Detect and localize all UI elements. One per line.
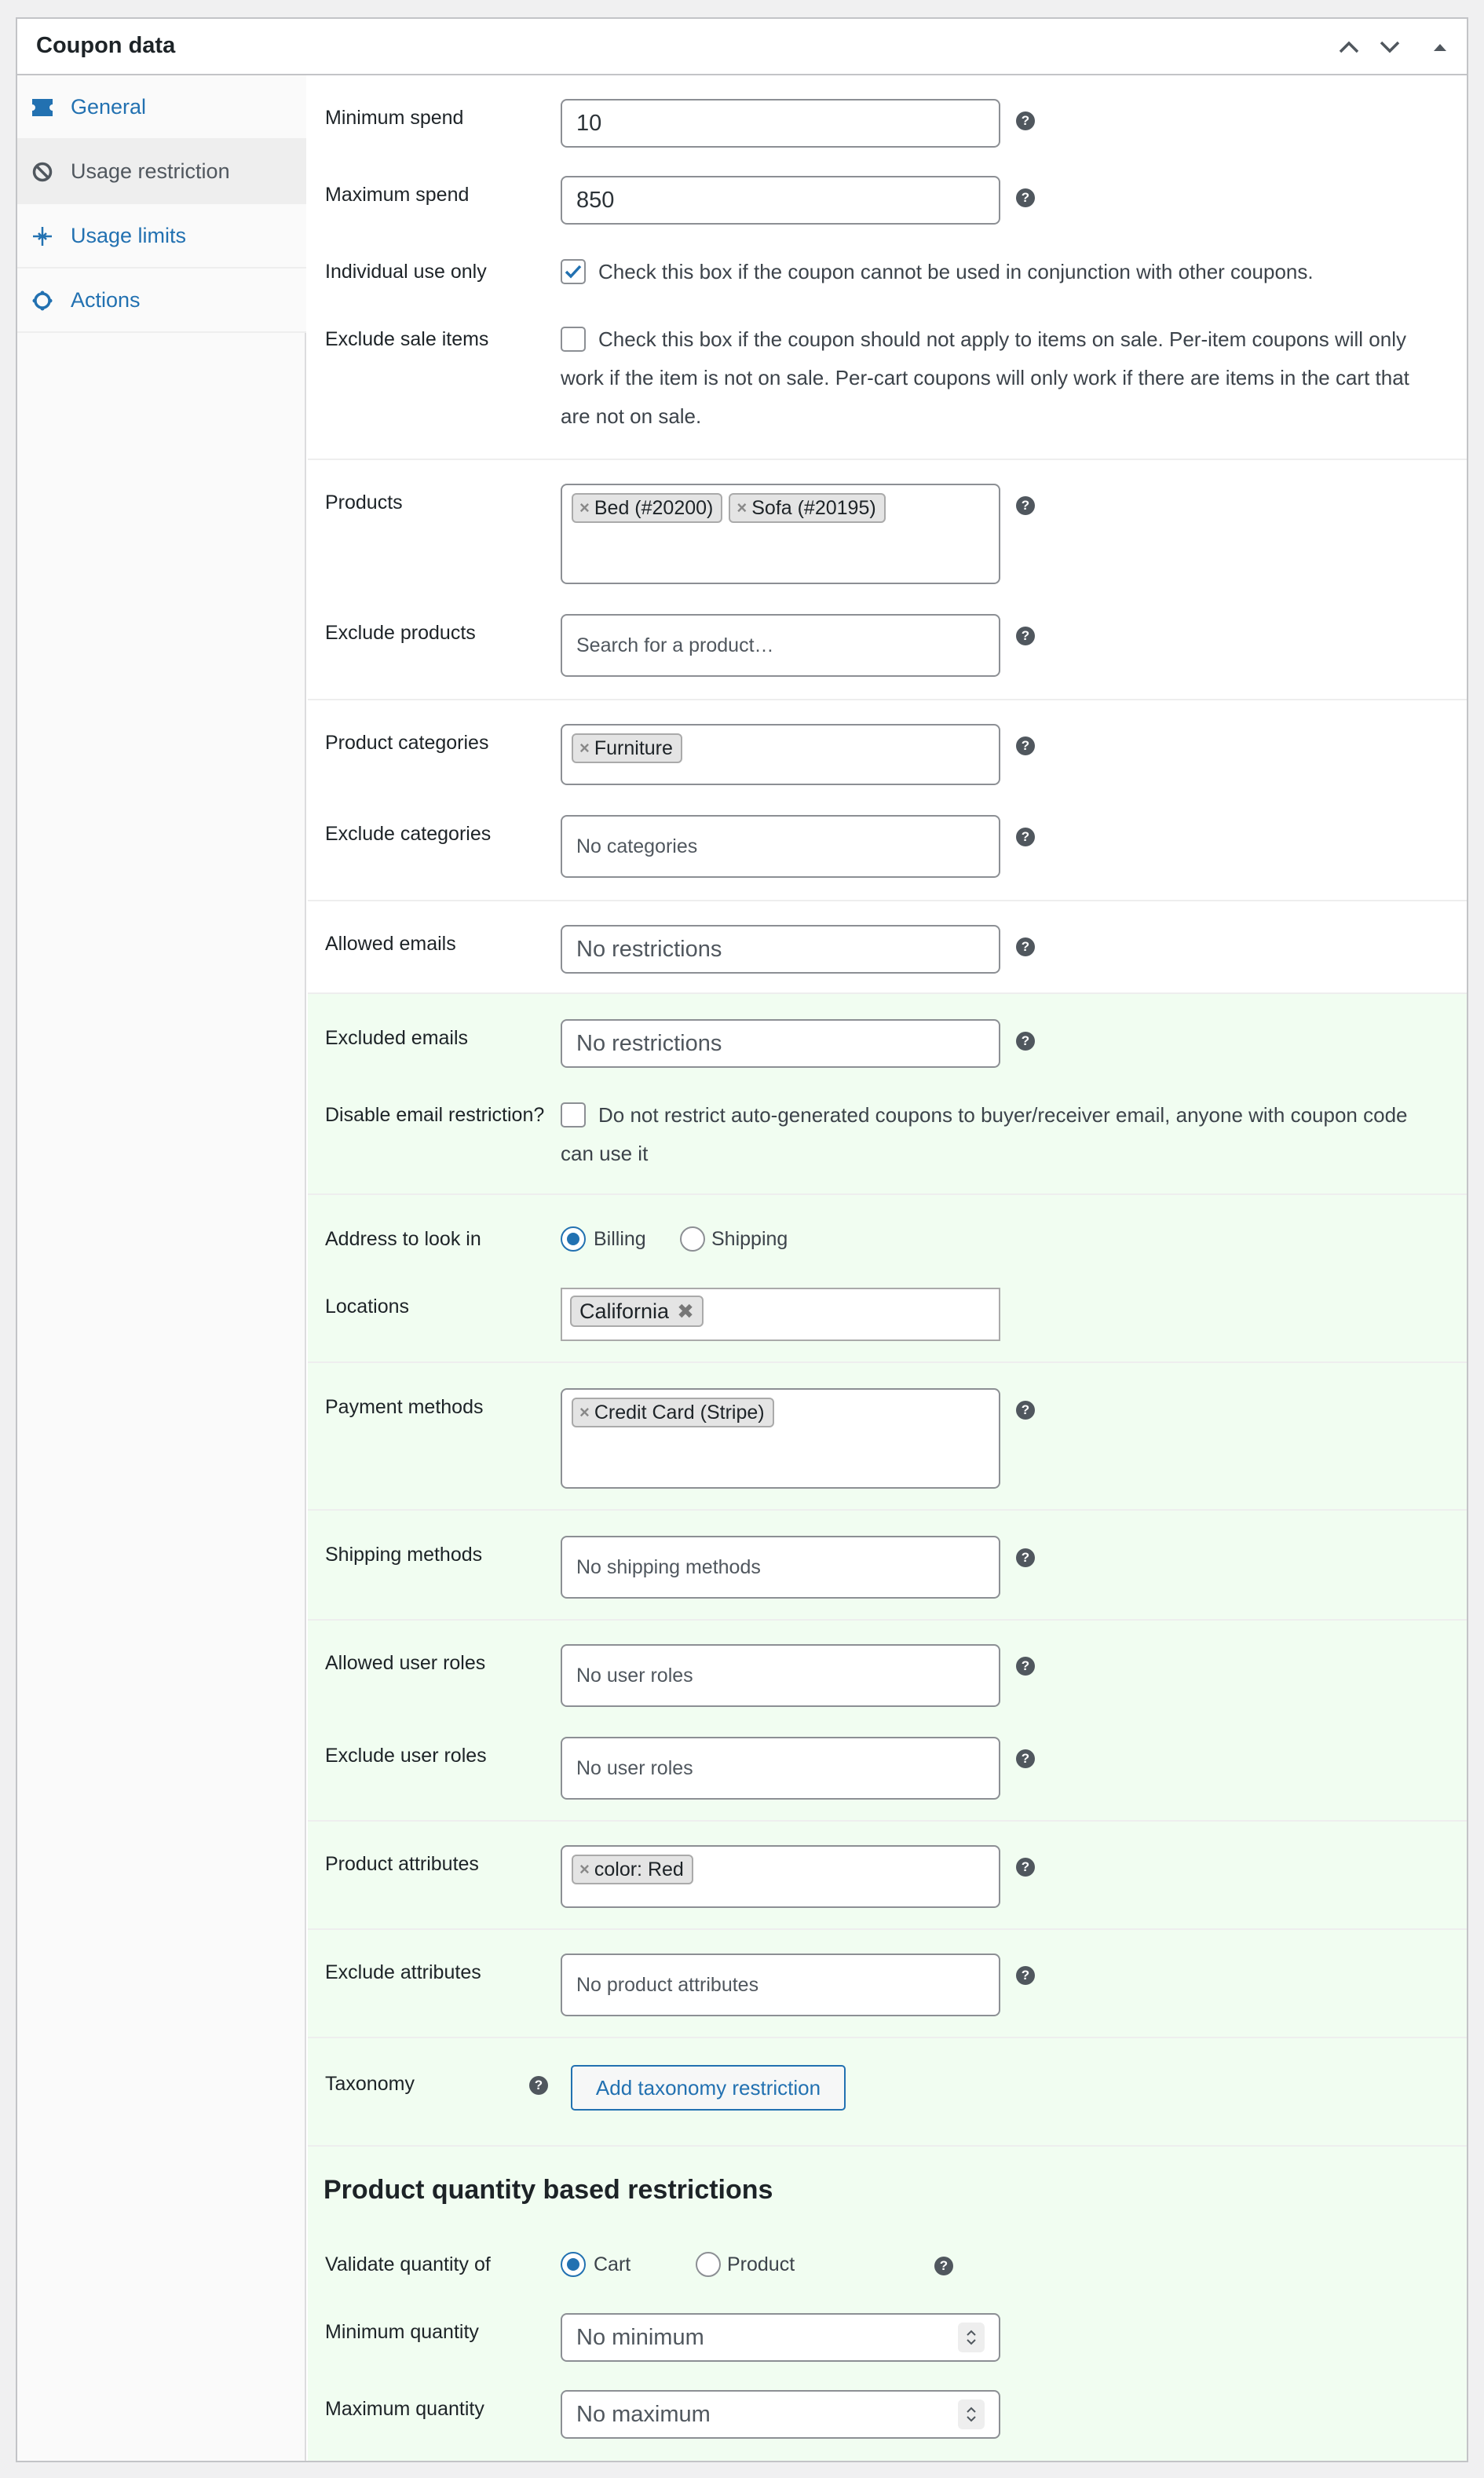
remove-chip-icon[interactable]: × xyxy=(579,498,590,517)
checkmark-icon xyxy=(565,265,582,279)
billing-label: Billing xyxy=(594,1228,646,1250)
spinner-arrows-icon xyxy=(966,2405,977,2424)
min-quantity-input[interactable]: No minimum xyxy=(561,2313,1000,2362)
move-down-button[interactable] xyxy=(1374,31,1405,63)
help-icon[interactable]: ? xyxy=(1016,627,1035,645)
shipping-radio[interactable] xyxy=(680,1226,705,1252)
allowed-emails-input[interactable]: No restrictions xyxy=(561,925,1000,974)
help-icon[interactable]: ? xyxy=(934,2257,953,2275)
payment-methods-label: Payment methods xyxy=(325,1396,484,1418)
coupon-tabs-sidebar xyxy=(17,75,306,2461)
help-icon[interactable]: ? xyxy=(529,2076,548,2095)
disable-email-label: Disable email restriction? xyxy=(325,1104,545,1126)
chevron-down-icon xyxy=(1380,41,1400,53)
taxonomy-label: Taxonomy xyxy=(325,2073,415,2095)
tab-label: Usage limits xyxy=(71,223,187,247)
taxonomy-section xyxy=(308,2038,1467,2147)
min-spend-input[interactable]: 10 xyxy=(561,99,1000,148)
help-icon[interactable]: ? xyxy=(1016,1966,1035,1985)
tab-label: General xyxy=(71,94,147,119)
attribute-chip: × color: Red xyxy=(572,1855,693,1884)
product-attributes-label: Product attributes xyxy=(325,1853,479,1875)
individual-use-description: Check this box if the coupon cannot be used in conjunction with other coupons. xyxy=(598,260,1314,283)
exclude-categories-select[interactable]: No categories xyxy=(561,815,1000,878)
help-icon[interactable]: ? xyxy=(1016,937,1035,956)
help-icon[interactable]: ? xyxy=(1016,1032,1035,1051)
help-icon[interactable]: ? xyxy=(1016,1401,1035,1420)
exclude-roles-label: Exclude user roles xyxy=(325,1745,487,1767)
help-icon[interactable]: ? xyxy=(1016,1548,1035,1567)
spinner-arrows-icon xyxy=(966,2328,977,2347)
max-spend-input[interactable]: 850 xyxy=(561,176,1000,225)
help-icon[interactable]: ? xyxy=(1016,1749,1035,1768)
products-select[interactable] xyxy=(561,484,1000,584)
remove-chip-icon[interactable]: × xyxy=(579,1402,590,1422)
tab-actions[interactable] xyxy=(17,269,306,333)
product-radio[interactable] xyxy=(696,2252,721,2277)
locations-select[interactable] xyxy=(561,1288,1000,1341)
max-quantity-input[interactable]: No maximum xyxy=(561,2390,1000,2439)
cart-label: Cart xyxy=(594,2253,631,2275)
exclude-categories-label: Exclude categories xyxy=(325,823,492,845)
panel-header xyxy=(17,19,1467,75)
chevron-up-icon xyxy=(1339,41,1359,53)
gear-icon xyxy=(31,290,53,312)
quantity-spinner[interactable] xyxy=(958,2399,985,2429)
add-taxonomy-restriction-button[interactable]: Add taxonomy restriction xyxy=(571,2065,846,2111)
panel-title: Coupon data xyxy=(36,33,176,58)
tab-label: Usage restriction xyxy=(71,159,230,183)
exclude-products-select[interactable]: Search for a product… xyxy=(561,614,1000,677)
products-label: Products xyxy=(325,492,403,514)
category-chip: × Furniture xyxy=(572,733,682,763)
help-icon[interactable]: ? xyxy=(1016,111,1035,130)
tab-label: Actions xyxy=(71,287,141,312)
locations-label: Locations xyxy=(325,1296,410,1318)
help-icon[interactable]: ? xyxy=(1016,828,1035,846)
help-icon[interactable]: ? xyxy=(1016,736,1035,755)
exclude-attributes-label: Exclude attributes xyxy=(325,1961,481,1983)
product-chip: × Sofa (#20195) xyxy=(729,493,885,523)
shipping-methods-label: Shipping methods xyxy=(325,1544,483,1566)
allowed-roles-select[interactable]: No user roles xyxy=(561,1644,1000,1707)
excluded-emails-label: Excluded emails xyxy=(325,1027,469,1049)
remove-location-icon[interactable]: ✖ xyxy=(677,1299,694,1323)
quantity-spinner[interactable] xyxy=(958,2323,985,2352)
min-quantity-label: Minimum quantity xyxy=(325,2321,479,2343)
address-label: Address to look in xyxy=(325,1228,481,1250)
individual-use-label: Individual use only xyxy=(325,261,487,283)
ticket-icon xyxy=(31,97,53,119)
product-categories-select[interactable] xyxy=(561,724,1000,785)
toggle-panel-button[interactable] xyxy=(1424,31,1456,63)
payment-chip: × Credit Card (Stripe) xyxy=(572,1398,774,1427)
exclude-attributes-select[interactable]: No product attributes xyxy=(561,1954,1000,2016)
shipping-methods-select[interactable]: No shipping methods xyxy=(561,1536,1000,1599)
move-up-button[interactable] xyxy=(1333,31,1365,63)
allowed-roles-label: Allowed user roles xyxy=(325,1652,486,1674)
quantity-restrictions-heading: Product quantity based restrictions xyxy=(323,2175,773,2205)
location-chip: California ✖ xyxy=(570,1296,704,1327)
help-icon[interactable]: ? xyxy=(1016,188,1035,207)
exclude-roles-select[interactable]: No user roles xyxy=(561,1737,1000,1800)
shipping-label: Shipping xyxy=(711,1228,788,1250)
payment-methods-select[interactable] xyxy=(561,1388,1000,1489)
exclude-sale-label: Exclude sale items xyxy=(325,328,489,350)
limits-icon xyxy=(31,225,53,247)
individual-use-checkbox[interactable] xyxy=(561,259,586,284)
cart-radio[interactable] xyxy=(561,2252,586,2277)
help-icon[interactable]: ? xyxy=(1016,496,1035,515)
excluded-emails-input[interactable]: No restrictions xyxy=(561,1019,1000,1068)
disable-email-description: Do not restrict auto-generated coupons to buyer/receiver email, anyone with coupon code can use it xyxy=(561,1103,1408,1165)
help-icon[interactable]: ? xyxy=(1016,1657,1035,1676)
exclude-products-label: Exclude products xyxy=(325,622,476,644)
block-icon xyxy=(31,161,53,183)
product-chip: × Bed (#20200) xyxy=(572,493,722,523)
validate-quantity-label: Validate quantity of xyxy=(325,2253,491,2275)
product-label: Product xyxy=(727,2253,795,2275)
tab-usage-restriction[interactable] xyxy=(17,140,306,204)
triangle-up-icon xyxy=(1433,42,1447,52)
remove-chip-icon[interactable]: × xyxy=(579,738,590,758)
min-spend-label: Minimum spend xyxy=(325,107,464,129)
max-spend-label: Maximum spend xyxy=(325,184,470,206)
exclude-sale-description: Check this box if the coupon should not apply to items on sale. Per-item coupons will only work if the item is not on sale. Per-cart coupons will only work if there are items in the cart that are not on sale. xyxy=(561,327,1409,428)
tab-general[interactable] xyxy=(17,75,306,140)
remove-chip-icon[interactable]: × xyxy=(737,498,747,517)
help-icon[interactable]: ? xyxy=(1016,1858,1035,1877)
tab-usage-limits[interactable] xyxy=(17,204,306,269)
product-categories-label: Product categories xyxy=(325,732,489,754)
max-quantity-label: Maximum quantity xyxy=(325,2398,484,2420)
remove-chip-icon[interactable]: × xyxy=(579,1859,590,1879)
product-attributes-select[interactable] xyxy=(561,1845,1000,1908)
billing-radio[interactable] xyxy=(561,1226,586,1252)
allowed-emails-label: Allowed emails xyxy=(325,933,456,955)
